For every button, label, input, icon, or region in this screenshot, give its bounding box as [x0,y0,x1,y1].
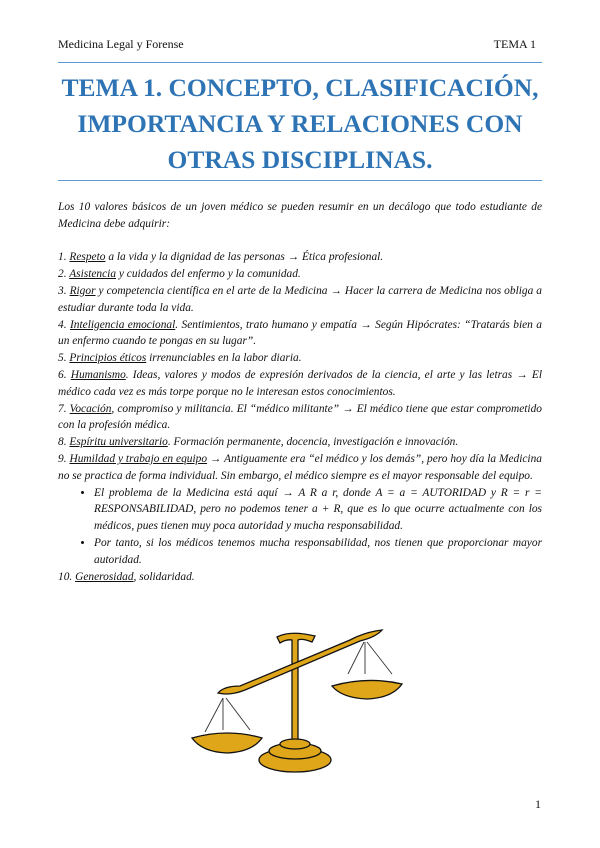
intro-paragraph: Los 10 valores básicos de un joven médico se pueden resumir en un decálogo que todo estudiante de Medicina debe adquirir: [58,201,542,230]
key-term: Inteligencia emocional [69,318,176,331]
title-line: IMPORTANCIA Y RELACIONES CON [77,109,523,138]
key-term: Respeto [69,251,106,264]
key-term: Rigor [69,284,96,297]
key-term: Vocación [69,402,112,415]
key-term: Espíritu universitario [69,436,168,449]
list-item: 4. Inteligencia emocional. Sentimientos, trato humano y empatía → Según Hipócrates: “Tratarás bien a un enfermo cuando te pongas en su lugar”. [58,318,542,348]
list-item: 3. Rigor y competencia científica en el arte de la Medicina → Hacer la carrera de Medicina nos obliga a estudiar durante toda la vida. [58,284,542,314]
list-item: 1. Respeto a la vida y la dignidad de las personas → Ética profesional. [58,251,384,264]
list-item: 7. Vocación, compromiso y militancia. El “médico militante” → El médico tiene que estar comprometido con la profesión médica. [58,402,542,432]
key-term: Asistencia [69,268,117,281]
list-item: 6. Humanismo. Ideas, valores y modos de expresión derivados de la ciencia, el arte y las letras → El médico cada vez es más torpe porque no le interesan estos conocimientos. [58,368,542,398]
bullet-item: • Por tanto, si los médicos tenemos mucha responsabilidad, nos tienen que proporcionar mayor autoridad. [94,535,542,569]
title-rule-top [58,62,542,63]
header-right: TEMA 1 [493,37,536,51]
key-term: Humildad y trabajo en equipo [69,452,208,465]
title-line: OTRAS DISCIPLINAS. [167,145,433,174]
key-term: Humanismo [70,368,126,381]
title-line: TEMA 1. CONCEPTO, CLASIFICACIÓN, [61,73,539,102]
list-item: 2. Asistencia y cuidados del enfermo y la comunidad. [58,268,301,281]
page-title [58,70,542,178]
body-text [58,199,542,585]
key-term: Principios éticos [69,352,147,365]
bullet-item: • El problema de la Medicina está aquí → A R a r, donde A = a = AUTORIDAD y R = r = RESPONSABILIDAD, pero no podemos tener a + R, que es lo que ocurre actualmente con los médicos, pues tienen muy poca autoridad y mucha responsabilidad. [94,485,542,535]
list-item: 5. Principios éticos irrenunciables en la labor diaria. [58,352,302,365]
list-item: 8. Espíritu universitario. Formación permanente, docencia, investigación e innovación. [58,436,459,449]
list-item: 10. Generosidad, solidaridad. [58,570,195,583]
list-item: 9. Humildad y trabajo en equipo → Antiguamente era “el médico y los demás”, pero hoy día la Medicina no se practica de forma individual. Sin embargo, el médico siempre es el mayor responsable del equipo. [58,452,542,482]
header-left: Medicina Legal y Forense [58,37,184,51]
page-number: 1 [535,797,541,811]
bullet-list [58,485,542,569]
title-rule-bottom [58,180,542,181]
scale-of-justice-image [190,610,410,775]
